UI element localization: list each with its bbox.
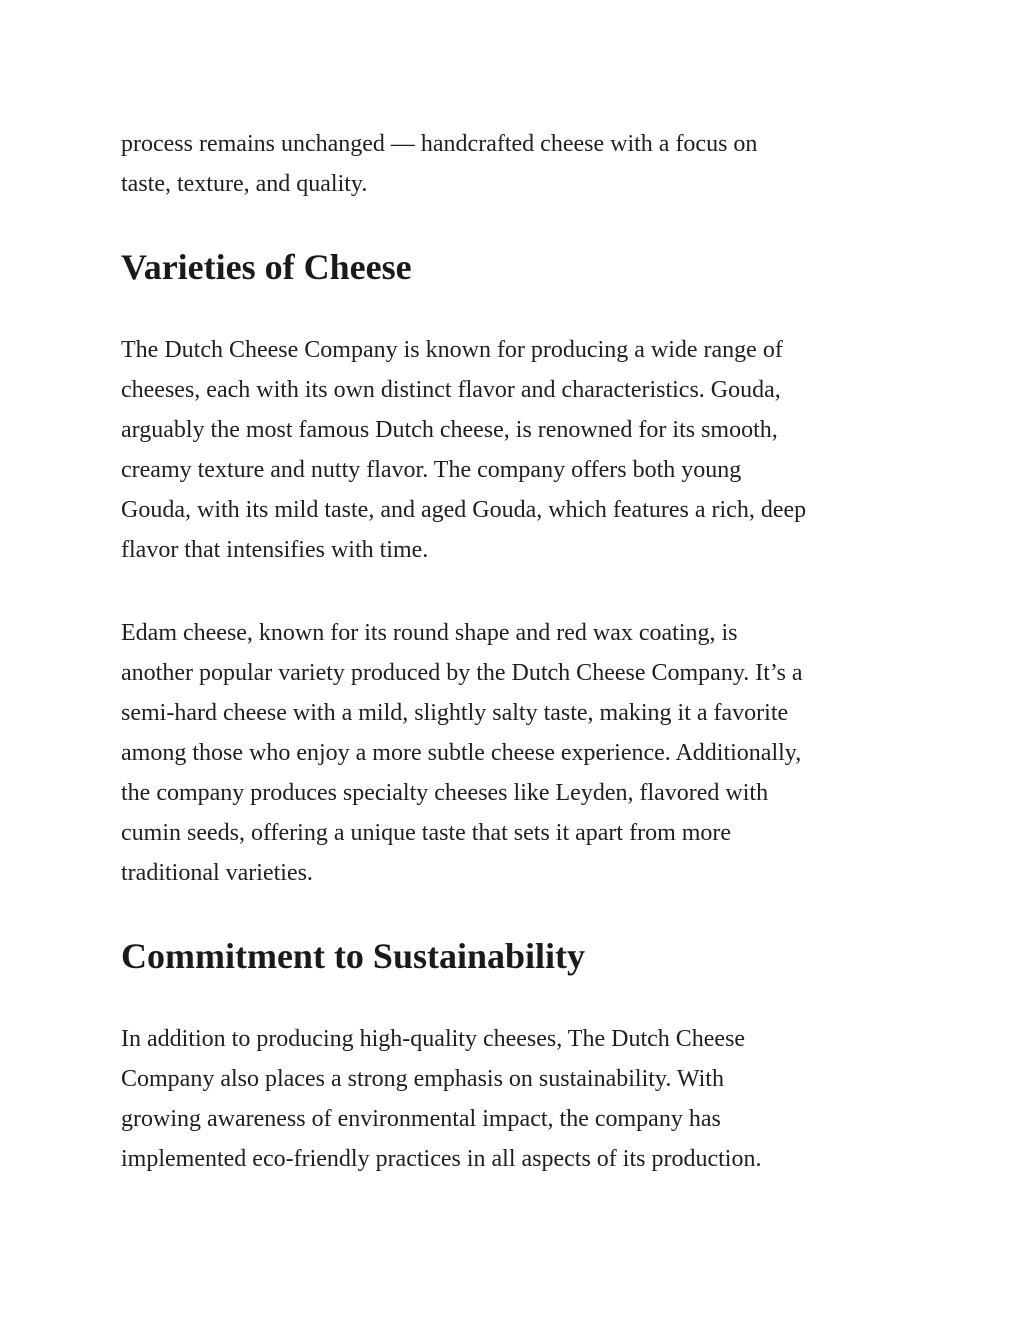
spacer — [121, 287, 911, 330]
document-page — [121, 124, 911, 1179]
spacer — [121, 204, 911, 247]
paragraph-intro: process remains unchanged — handcrafted cheese with a focus on taste, texture, and quality. — [121, 131, 758, 197]
spacer — [121, 570, 911, 613]
heading-varieties: Varieties of Cheese — [121, 247, 412, 287]
heading-sustainability: Commitment to Sustainability — [121, 936, 586, 976]
spacer — [121, 893, 911, 936]
spacer — [121, 976, 911, 1019]
paragraph-edam: Edam cheese, known for its round shape and red wax coating, is another popular variety produced by the Dutch Cheese Company. It’s a semi-hard cheese with a mild, slightly salty taste, making it a favorite among those who enjoy a more subtle cheese experience. Additionally, the company produces specialty cheeses like Leyden, flavored with cumin seeds, offering a unique taste that sets it apart from more traditional varieties. — [121, 620, 803, 886]
paragraph-sustainability: In addition to producing high-quality cheeses, The Dutch Cheese Company also places a strong emphasis on sustainability. With growing awareness of environmental impact, the company has implemented eco-friendly practices in all aspects of its production. — [121, 1026, 762, 1172]
paragraph-gouda: The Dutch Cheese Company is known for producing a wide range of cheeses, each with its own distinct flavor and characteristics. Gouda, arguably the most famous Dutch cheese, is renowned for its smooth, creamy texture and nutty flavor. The company offers both young Gouda, with its mild taste, and aged Gouda, which features a rich, deep flavor that intensifies with time. — [121, 337, 807, 563]
